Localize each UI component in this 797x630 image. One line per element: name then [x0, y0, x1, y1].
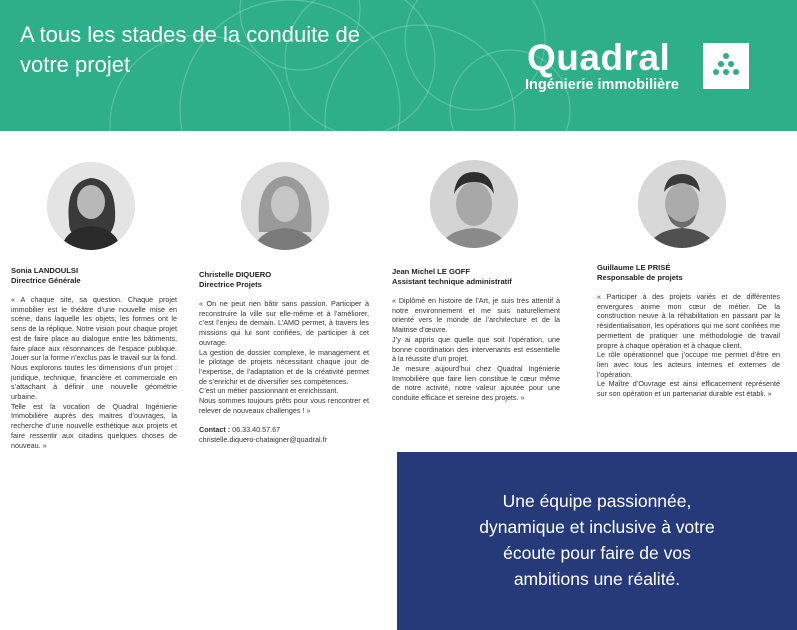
member-name: Sonia LANDOULSI	[11, 266, 79, 275]
quote-paragraph: Le rôle opérationnel que j’occupe me permet d’être en lien avec tous les acteurs internes et externes de l’opération.	[597, 350, 780, 379]
team-member-1	[11, 266, 177, 450]
quote-paragraph: Je mesure aujourd’hui chez Quadral Ingénierie Immobilière que faire lien constitue le cœur même de notre activité, notre valeur ajoutée pour une conduite efficace et sereine des projets. »	[392, 363, 560, 403]
member-role: Directrice Projets	[199, 280, 262, 289]
quote-paragraph: La gestion de dossier complexe, le management et le pilotage de projets nécessitant chaque jour de l’expertise, de l’adaptation et de la créativité permet de s’enrichir et de diversifier ses compétences.	[199, 347, 369, 386]
member-role: Assistant technique administratif	[392, 277, 512, 286]
tagline-banner	[397, 452, 797, 630]
quote-paragraph: « A chaque site, sa question. Chaque projet immobilier est le théâtre d’une nouvelle mise en scène, dans laquelle les objets, les formes ont le sens de la réplique. Notre vision pour chaque projet est de faire place au dialogue entre les bâtiments, faire place aux résonnances de l’espace publique. Jouer sur la forme n’exclus pas le travail sur la fond. Nous explorons toutes les dimensions d’un projet : juridique, technique, financière et commerciale en s’attachant à définir une nouvelle géométrie urbaine.	[11, 295, 177, 402]
logo-tagline: Ingénierie immobilière	[525, 77, 679, 93]
contact-label: Contact :	[199, 425, 231, 435]
member-name: Christelle DIQUERO	[199, 270, 272, 279]
avatar-christelle-diquero	[241, 162, 329, 250]
team-member-3	[392, 267, 560, 403]
header-banner	[0, 0, 797, 131]
email-address[interactable]: christelle.diquero-chataigner@quadral.fr	[199, 435, 327, 445]
tagline-line: dynamique et inclusive à votre	[479, 517, 715, 537]
dot-triangle-icon	[703, 43, 749, 89]
tagline-line: écoute pour faire de vos	[503, 543, 691, 563]
quote-paragraph: « Participer à des projets variés et de différentes envergures anime mon cœur de métier. De la construction neuve à la réhabilitation en passant par la résidentialisation, les opérations qui me sont confiées me permettent de pratiquer une méthodologie de travail propre à chaque opération et à chaque client.	[597, 292, 780, 350]
page-title	[20, 20, 420, 80]
member-quote	[597, 292, 780, 399]
phone-number[interactable]: 06.33.40.57.67	[232, 425, 281, 435]
page-title-line-2: votre projet	[20, 52, 131, 77]
quote-paragraph: Le Maître d’Ouvrage est ainsi efficacement représenté sur son opération et un partenariat durable est établi. »	[597, 379, 780, 399]
quote-paragraph: Nous sommes toujours prêts pour vous rencontrer et relever de nouveaux challenges ! »	[199, 396, 369, 415]
tagline-text	[397, 488, 797, 592]
team-member-2	[199, 270, 369, 445]
member-name: Guillaume LE PRISÉ	[597, 263, 671, 272]
avatar-jean-michel-le-goff	[430, 160, 518, 248]
team-member-4	[597, 263, 780, 399]
member-quote	[392, 296, 560, 403]
avatar-guillaume-le-prise	[638, 160, 726, 248]
quote-paragraph: C’est un métier passionnant et enrichissant.	[199, 386, 339, 396]
quote-paragraph: Telle est la vocation de Quadral Ingénierie Immobilière auprès des maitres d’ouvrages, la recherche d’une nouvelle esthétique aux projets et faire ressentir aux citadins quelques choses de nouveau. »	[11, 401, 177, 450]
member-quote	[11, 295, 177, 450]
tagline-line: Une équipe passionnée,	[502, 491, 692, 511]
quote-paragraph: « On ne peut rien bâtir sans passion. Participer à reconstruire la ville sur elle-même et à l’améliorer, c’est l’enjeu de demain. L’AMO permet, à travers les missions qui lui sont confiées, de participer à cet ouvrage.	[199, 299, 369, 347]
member-role: Directrice Générale	[11, 276, 81, 285]
quote-paragraph: « Diplômé en histoire de l’Art, je suis très attentif à notre environnement et me suis naturellement orienté vers le monde de l’architecture et de la Maitrise d’œuvre.	[392, 296, 560, 335]
avatar-sonia-landoulsi	[47, 162, 135, 250]
member-quote	[199, 299, 369, 415]
logo-wordmark: Quadral	[527, 37, 671, 78]
member-role: Responsable de projets	[597, 273, 683, 282]
page-title-line-1: A tous les stades de la conduite de	[20, 22, 361, 47]
quote-paragraph: J’y ai appris que quelle que soit l’opération, une bonne coordination des intervenants est essentielle à la réussite d’un projet.	[392, 334, 560, 364]
member-contact	[199, 425, 369, 444]
tagline-line: ambitions une réalité.	[513, 569, 681, 589]
member-name: Jean Michel LE GOFF	[392, 267, 471, 276]
